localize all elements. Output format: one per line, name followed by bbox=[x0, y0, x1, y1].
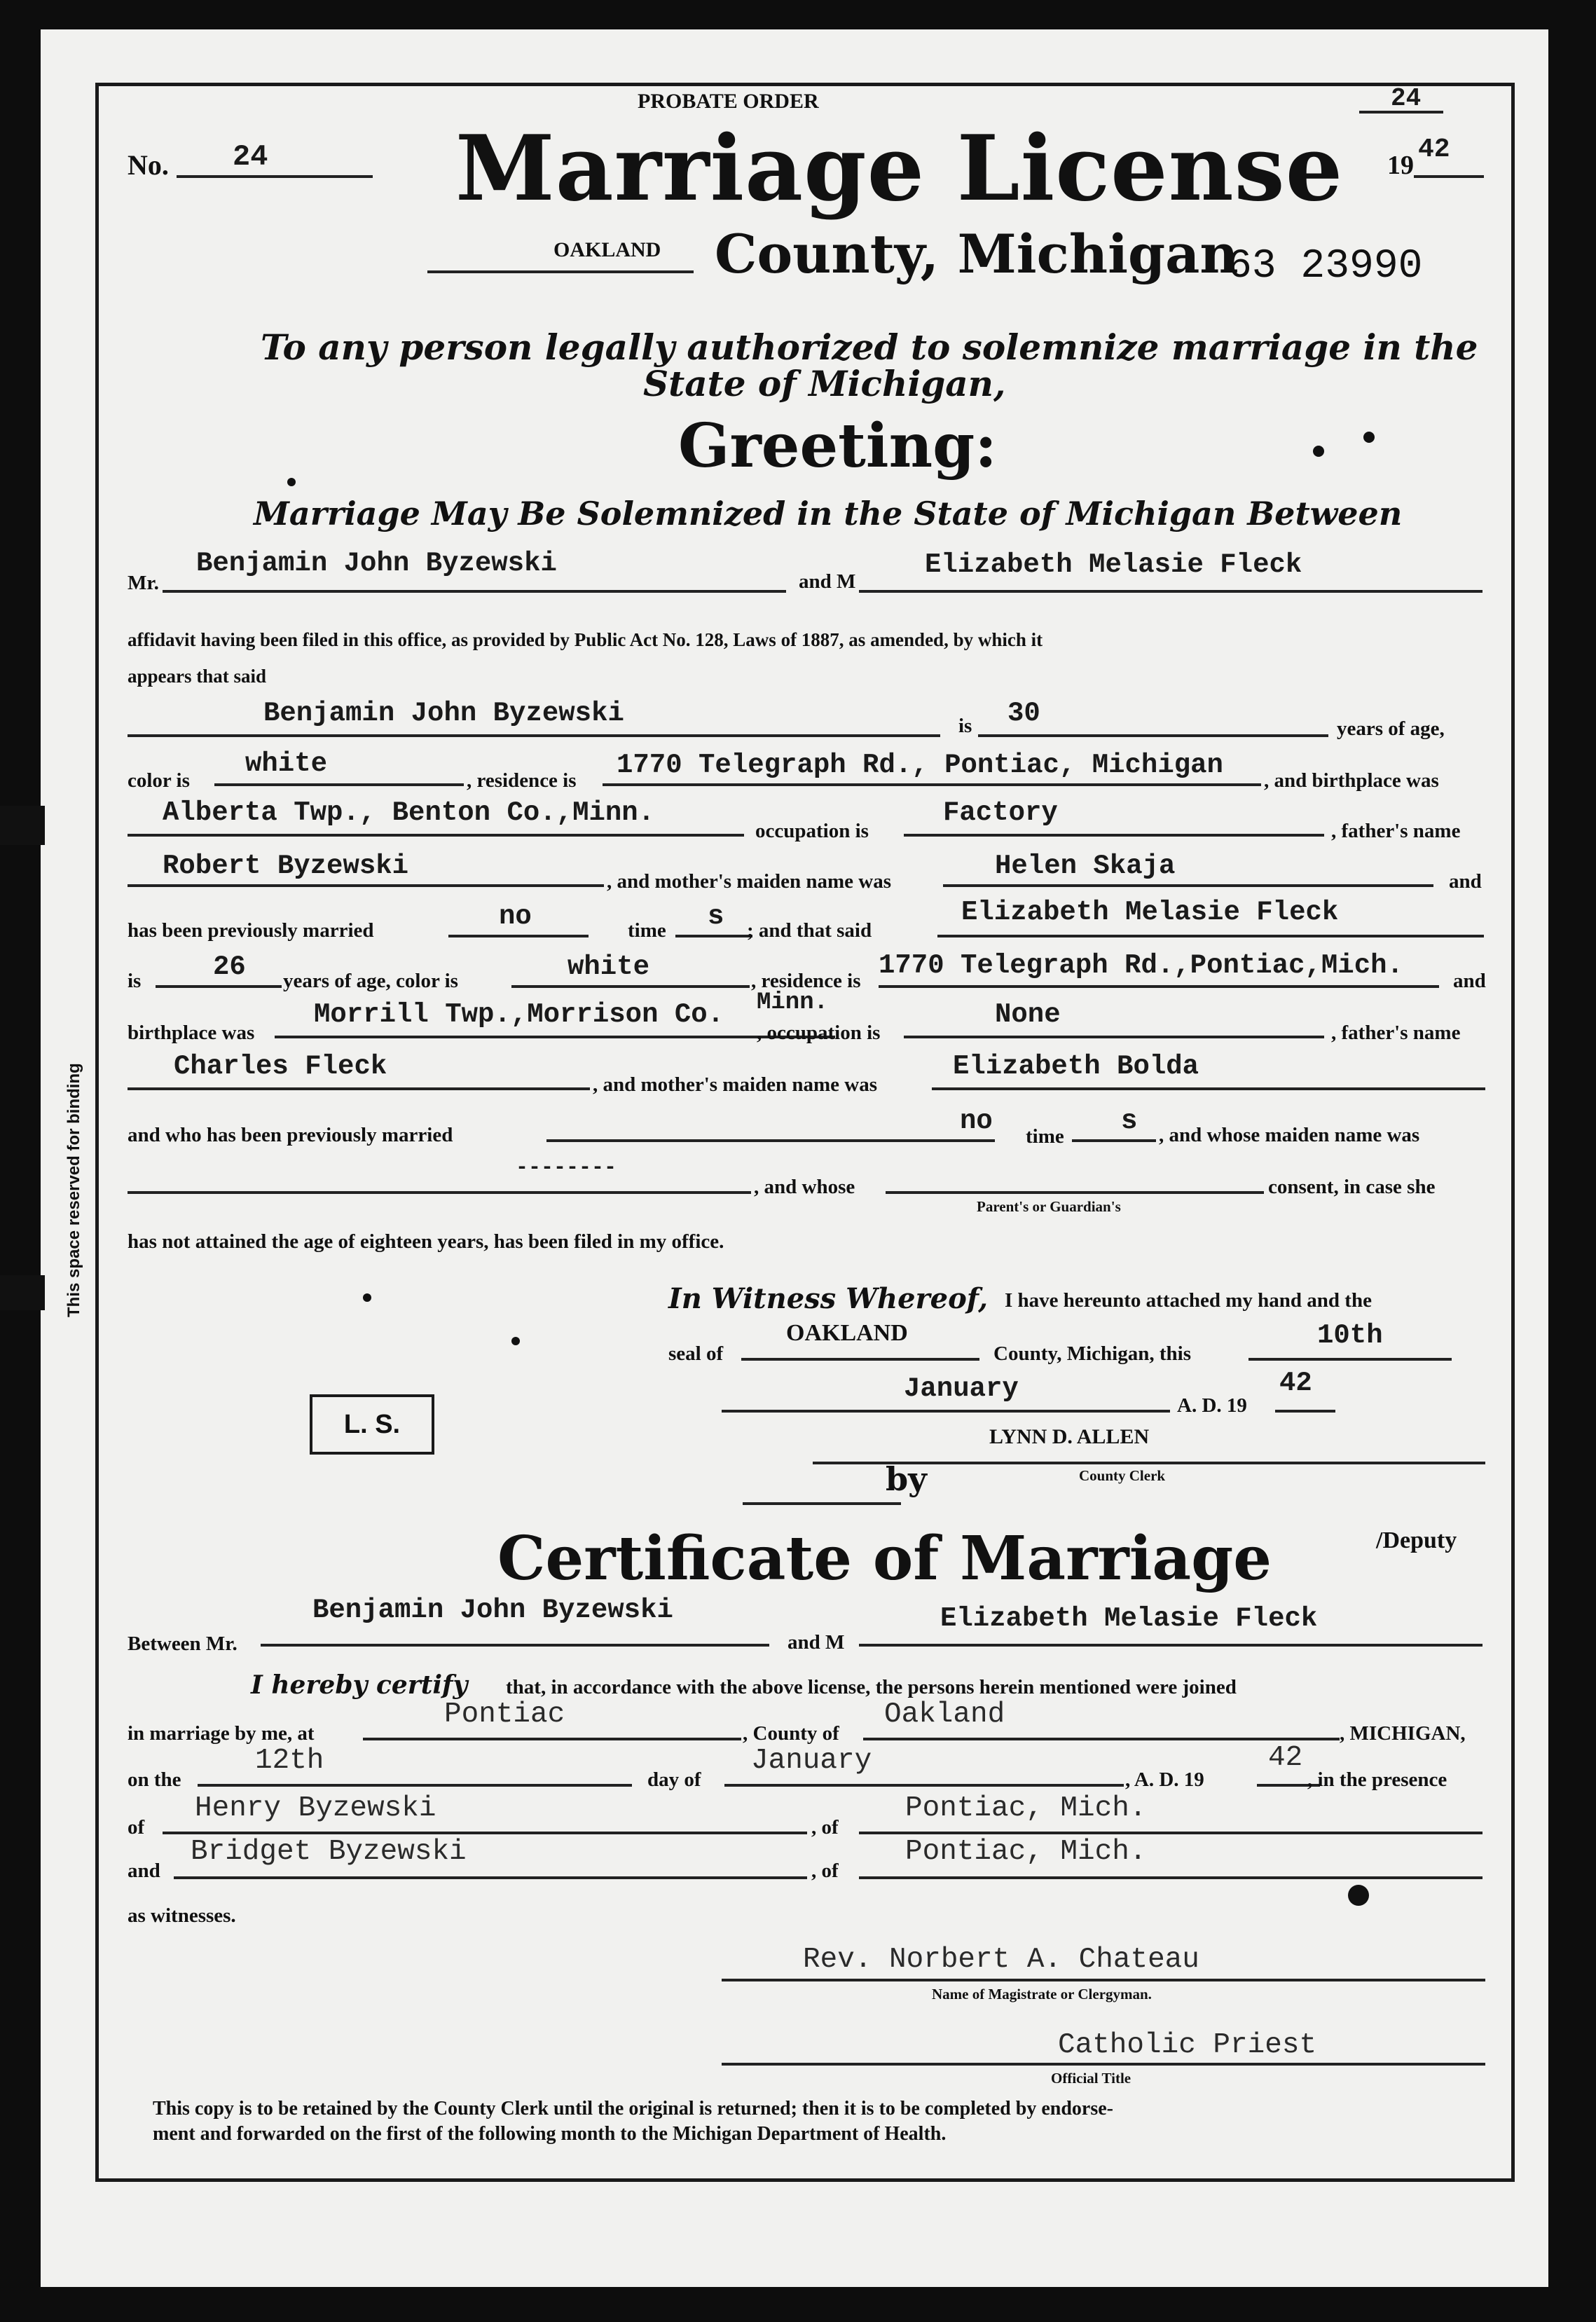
bride-consent-label: consent, in case she bbox=[1268, 1176, 1436, 1198]
address-line-1: To any person legally authorized to solemnize marriage in the bbox=[261, 327, 1478, 368]
groom-mother-label: , and mother's maiden name was bbox=[607, 870, 892, 893]
seal-county-label: County, Michigan, this bbox=[993, 1342, 1191, 1365]
groom-occupation-label: occupation is bbox=[755, 820, 869, 842]
locus-sigilli-box: L. S. bbox=[310, 1394, 434, 1455]
seal-year: 42 bbox=[1279, 1368, 1312, 1399]
bride-time-label: time bbox=[1026, 1125, 1064, 1148]
by-label: by bbox=[886, 1460, 927, 1498]
seal-day: 10th bbox=[1317, 1320, 1383, 1351]
greeting: Greeting: bbox=[678, 411, 997, 481]
bride-age: 26 bbox=[213, 952, 246, 982]
bride-full-name: Elizabeth Melasie Fleck bbox=[961, 897, 1339, 928]
bride-maiden-label: , and whose maiden name was bbox=[1159, 1124, 1420, 1146]
groom-is-label: is bbox=[958, 715, 972, 737]
on-the-label: on the bbox=[128, 1768, 181, 1791]
groom-residence: 1770 Telegraph Rd., Pontiac, Michigan bbox=[617, 750, 1223, 781]
guardian-caption: Parent's or Guardian's bbox=[977, 1198, 1121, 1215]
groom-birthplace-label: , and birthplace was bbox=[1264, 769, 1439, 792]
scan-edge-mark bbox=[0, 806, 45, 845]
groom-prev-married-label: has been previously married bbox=[128, 919, 374, 942]
groom-age: 30 bbox=[1007, 698, 1040, 729]
license-number-label: No. bbox=[128, 149, 169, 181]
witness-whereof-heading: In Witness Whereof, bbox=[668, 1282, 989, 1315]
bride-occupation: None bbox=[995, 999, 1061, 1030]
groom-years-label: years of age, bbox=[1337, 717, 1445, 740]
witness2-and-label: and bbox=[128, 1860, 160, 1882]
groom-time-label: time bbox=[628, 919, 666, 942]
groom-and-label: and bbox=[1449, 870, 1482, 893]
footer-line-2: ment and forwarded on the first of the following month to the Michigan Department of Health. bbox=[153, 2123, 947, 2145]
mr-label: Mr. bbox=[128, 572, 159, 594]
bride-is-label: is bbox=[128, 970, 142, 992]
marriage-place: Pontiac bbox=[444, 1698, 565, 1731]
groom-name: Benjamin John Byzewski bbox=[196, 548, 557, 579]
bride-maiden-name: -------- bbox=[516, 1156, 617, 1180]
day-of-label: day of bbox=[647, 1768, 701, 1791]
binding-margin-note: This space reserved for binding bbox=[64, 1063, 83, 1317]
groom-father-label: , father's name bbox=[1331, 820, 1461, 842]
county-clerk-caption: County Clerk bbox=[1079, 1467, 1166, 1484]
witness-2-place: Pontiac, Mich. bbox=[905, 1836, 1147, 1868]
bride-prev-married: no bbox=[960, 1106, 993, 1136]
county-state-heading: County, Michigan bbox=[715, 223, 1239, 285]
groom-prev-married: no bbox=[499, 901, 532, 932]
cert-ad-label: , A. D. 19 bbox=[1125, 1768, 1204, 1791]
seal-county: OAKLAND bbox=[786, 1320, 908, 1346]
witness2-place-label: , of bbox=[811, 1860, 839, 1882]
bride-name: Elizabeth Melasie Fleck bbox=[925, 549, 1302, 580]
certify-text: that, in accordance with the above license, the persons herein mentioned were joined bbox=[506, 1676, 1237, 1698]
seal-month: January bbox=[904, 1373, 1019, 1404]
file-number: 63 23990 bbox=[1227, 244, 1423, 289]
witness-1-place: Pontiac, Mich. bbox=[905, 1792, 1147, 1825]
witness-text: I have hereunto attached my hand and the bbox=[1005, 1289, 1372, 1312]
seal-ad-label: A. D. 19 bbox=[1177, 1394, 1247, 1417]
cert-groom: Benjamin John Byzewski bbox=[312, 1595, 673, 1626]
officiant-name: Rev. Norbert A. Chateau bbox=[803, 1944, 1199, 1976]
witness1-of-label: of bbox=[128, 1816, 145, 1839]
age-eighteen-note: has not attained the age of eighteen years, has been filed in my office. bbox=[128, 1230, 724, 1253]
license-year-prefix: 19 bbox=[1387, 151, 1414, 180]
marriage-month: January bbox=[751, 1745, 872, 1777]
cert-michigan-label: , MICHIGAN, bbox=[1340, 1722, 1466, 1745]
in-marriage-label: in marriage by me, at bbox=[128, 1722, 315, 1745]
license-title: Marriage License bbox=[455, 116, 1344, 221]
groom-color-label: color is bbox=[128, 769, 190, 792]
bride-prev-married-label: and who has been previously married bbox=[128, 1124, 453, 1146]
groom-father: Robert Byzewski bbox=[163, 851, 409, 881]
official-title-caption: Official Title bbox=[1051, 2070, 1131, 2087]
official-title: Catholic Priest bbox=[1058, 2029, 1317, 2061]
as-witnesses-label: as witnesses. bbox=[128, 1904, 236, 1927]
marriage-day: 12th bbox=[255, 1745, 324, 1777]
address-line-2: State of Michigan, bbox=[643, 363, 1006, 404]
witness1-place-label: , of bbox=[811, 1816, 839, 1839]
bride-father: Charles Fleck bbox=[174, 1051, 387, 1082]
affidavit-line-2: appears that said bbox=[128, 666, 267, 687]
bride-birthplace: Morrill Twp.,Morrison Co. bbox=[314, 999, 724, 1030]
bride-mother-label: , and mother's maiden name was bbox=[593, 1073, 878, 1096]
cert-bride: Elizabeth Melasie Fleck bbox=[940, 1603, 1318, 1634]
marriage-county: Oakland bbox=[884, 1698, 1005, 1731]
bride-father-label: , father's name bbox=[1331, 1022, 1461, 1044]
cert-between-label: Between Mr. bbox=[128, 1633, 238, 1655]
groom-color: white bbox=[245, 748, 328, 779]
and-m-label: and M bbox=[799, 570, 856, 593]
marriage-year: 42 bbox=[1268, 1742, 1303, 1774]
certify-heading: I hereby certify bbox=[251, 1670, 468, 1700]
license-year-suffix: 42 bbox=[1418, 135, 1450, 165]
county-clerk-name: LYNN D. ALLEN bbox=[989, 1425, 1150, 1448]
solemnized-heading: Marriage May Be Solemnized in the State of Michigan Between bbox=[254, 495, 1403, 533]
county-name: OAKLAND bbox=[553, 238, 661, 261]
witness-2-name: Bridget Byzewski bbox=[191, 1836, 467, 1868]
certificate-title: Certificate of Marriage bbox=[497, 1523, 1272, 1594]
and-that-said-label: ; and that said bbox=[747, 919, 872, 942]
bride-residence-label: , residence is bbox=[751, 970, 861, 992]
groom-full-name: Benjamin John Byzewski bbox=[263, 698, 624, 729]
officiant-caption: Name of Magistrate or Clergyman. bbox=[932, 1986, 1152, 2002]
affidavit-line-1: affidavit having been filed in this office, as provided by Public Act No. 128, Laws of 1887, as amended, by which it bbox=[128, 629, 1043, 650]
groom-mother: Helen Skaja bbox=[995, 851, 1176, 881]
bride-birthplace-state: Minn. bbox=[757, 989, 829, 1016]
bride-residence: 1770 Telegraph Rd.,Pontiac,Mich. bbox=[879, 950, 1403, 981]
bride-and-label: and bbox=[1453, 970, 1486, 992]
seal-of-label: seal of bbox=[668, 1342, 724, 1365]
groom-time: s bbox=[708, 901, 724, 932]
groom-birthplace: Alberta Twp., Benton Co.,Minn. bbox=[163, 797, 655, 828]
cert-county-label: , County of bbox=[743, 1722, 839, 1745]
scan-edge-mark bbox=[0, 1275, 45, 1310]
presence-label: , in the presence bbox=[1307, 1768, 1447, 1791]
license-number: 24 bbox=[233, 140, 268, 174]
bride-years-color-label: years of age, color is bbox=[283, 970, 458, 992]
bride-occupation-label: , occupation is bbox=[757, 1022, 881, 1044]
bride-time: s bbox=[1121, 1106, 1138, 1136]
cert-and-m-label: and M bbox=[787, 1631, 845, 1654]
bride-birthplace-label: birthplace was bbox=[128, 1022, 255, 1044]
probate-order-number: 24 bbox=[1391, 84, 1422, 113]
deputy-label: /Deputy bbox=[1376, 1527, 1457, 1553]
witness-1-name: Henry Byzewski bbox=[195, 1792, 436, 1825]
bride-whose-label: , and whose bbox=[754, 1176, 855, 1198]
probate-order-label: PROBATE ORDER bbox=[638, 90, 819, 113]
footer-line-1: This copy is to be retained by the County Clerk until the original is returned; then it is to be completed by endorse- bbox=[153, 2098, 1113, 2120]
bride-mother: Elizabeth Bolda bbox=[953, 1051, 1199, 1082]
bride-color: white bbox=[567, 952, 650, 982]
groom-occupation: Factory bbox=[943, 797, 1058, 828]
groom-residence-label: , residence is bbox=[467, 769, 577, 792]
